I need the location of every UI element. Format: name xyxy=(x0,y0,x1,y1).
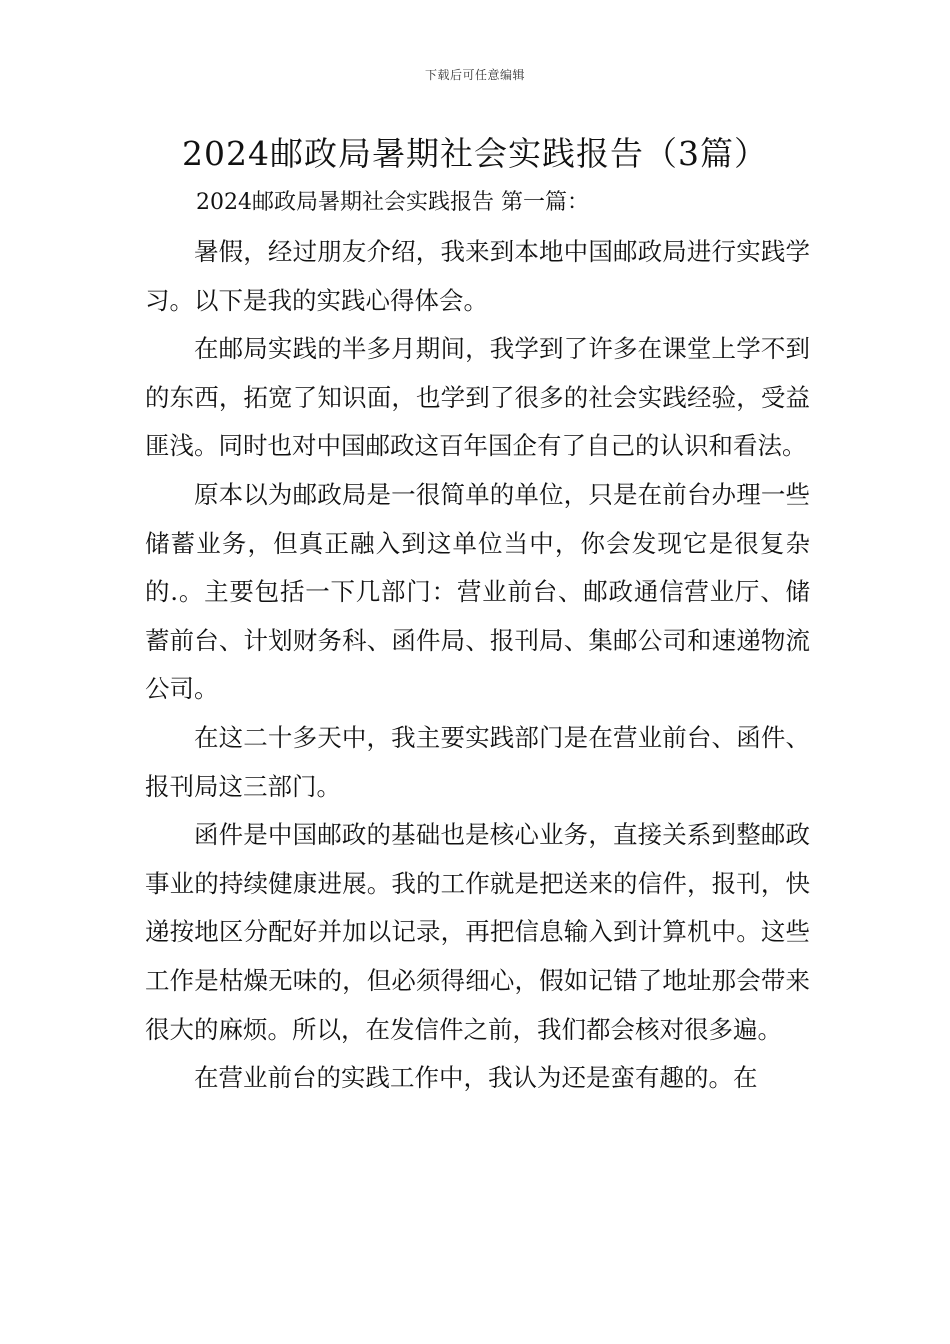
paragraph-5: 函件是中国邮政的基础也是核心业务，直接关系到整邮政事业的持续健康进展。我的工作就是把送来的信件，报刊，快递按地区分配好并加以记录，再把信息输入到计算机中。这些工作是枯燥无味的，但必须得细心，假如记错了地址那会带来很大的麻烦。所以，在发信件之前，我们都会核对很多遍。 xyxy=(145,820,810,1044)
header-note: 下载后可任意编辑 xyxy=(424,68,525,82)
section-subtitle: 2024邮政局暑期社会实践报告 第一篇： xyxy=(196,190,589,215)
paragraph-1: 暑假，经过朋友介绍，我来到本地中国邮政局进行实践学习。以下是我的实践心得体会。 xyxy=(145,237,810,315)
paragraph-6: 在营业前台的实践工作中，我认为还是蛮有趣的。在 xyxy=(194,1063,758,1093)
paragraph-3: 原本以为邮政局是一很简单的单位，只是在前台办理一些储蓄业务，但真正融入到这单位当中，你会发现它是很复杂的.。主要包括一下几部门：营业前台、邮政通信营业厅、储蓄前台、计划财务科、函件局、报刊局、集邮公司和速递物流公司。 xyxy=(145,479,810,704)
document-title: 2024邮政局暑期社会实践报告（3篇） xyxy=(182,134,768,173)
paragraph-2: 在邮局实践的半多月期间，我学到了许多在课堂上学不到的东西，拓宽了知识面，也学到了很多的社会实践经验，受益匪浅。同时也对中国邮政这百年国企有了自己的认识和看法。 xyxy=(145,334,810,461)
body-text xyxy=(145,228,810,1103)
paragraph-4: 在这二十多天中，我主要实践部门是在营业前台、函件、报刊局这三部门。 xyxy=(145,722,810,801)
